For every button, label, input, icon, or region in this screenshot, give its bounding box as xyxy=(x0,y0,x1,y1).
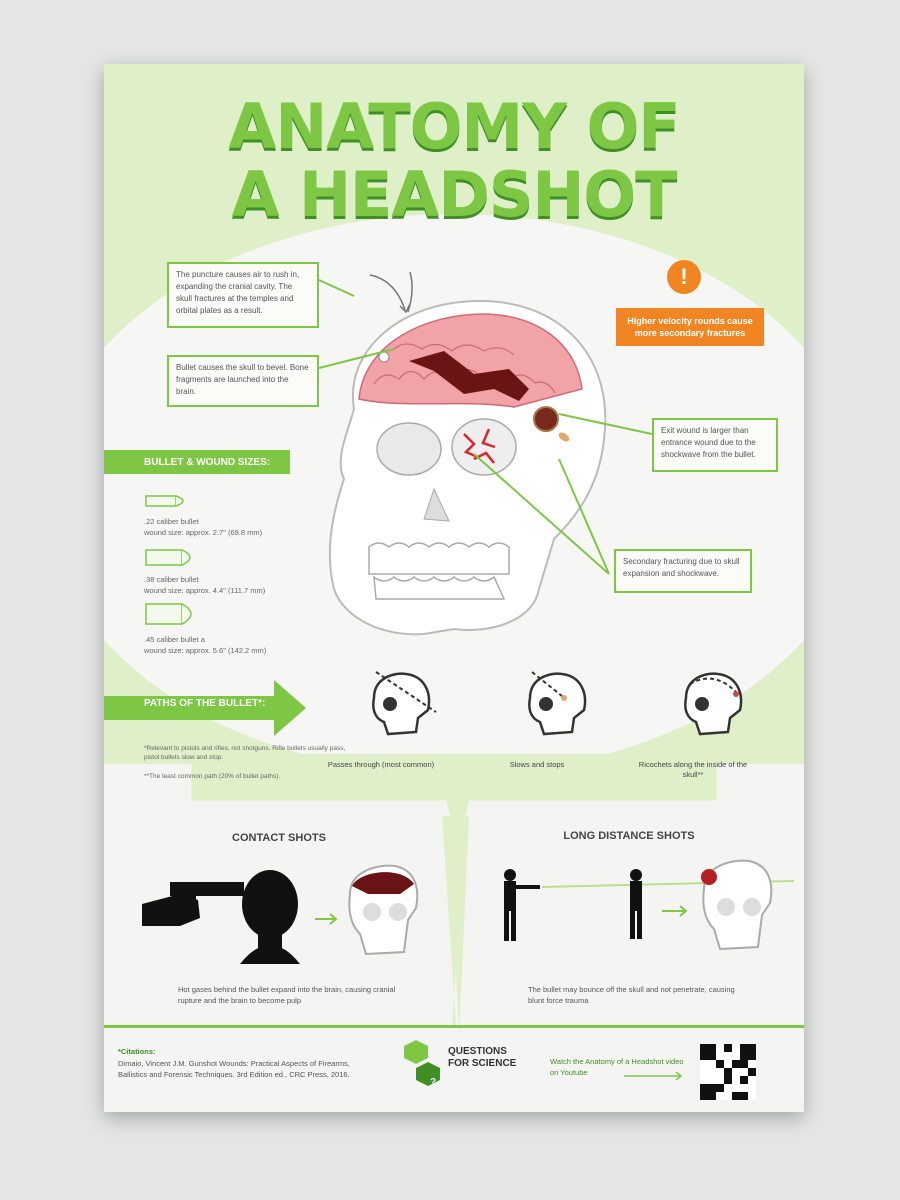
citation-text: Dimaio, Vincent J.M. Gunshot Wounds: Practical Aspects of Firearms, Ballistics and Forensic Techniques. 3rd Edition ed., CRC Press, 2016. xyxy=(118,1059,350,1079)
poster xyxy=(104,64,804,1112)
paths-heading: PATHS OF THE BULLET*: xyxy=(144,698,266,709)
callout-bevel: Bullet causes the skull to bevel. Bone fragments are launched into the brain. xyxy=(167,355,319,407)
size-45 xyxy=(144,634,266,656)
paths-note-1: *Relevant to pistols and rifles, not shotguns. Rifle bullets usually pass, pistol bullets slow and stop. xyxy=(144,745,346,761)
size-38 xyxy=(144,574,265,596)
arrow-right-icon xyxy=(662,906,686,916)
size-22-wound: wound size: approx. 2.7" (69.8 mm) xyxy=(144,528,263,537)
callout-secondary: Secondary fracturing due to skull expansion and shockwave. xyxy=(614,549,752,593)
citations-label: *Citations: xyxy=(118,1047,156,1056)
size-45-caliber: .45 caliber bullet a xyxy=(144,635,205,644)
path-label-stop: Slows and stops xyxy=(509,760,565,769)
questions-for-science-logo-icon xyxy=(404,1040,444,1086)
video-link-text[interactable]: Watch the Anatomy of a Headshot video on Youtube xyxy=(550,1057,684,1077)
logo-line-2: FOR SCIENCE xyxy=(448,1058,517,1069)
bruised-skull-icon xyxy=(701,861,771,949)
skull-ricochet-icon xyxy=(685,674,741,734)
bullet-22-icon xyxy=(146,496,183,506)
target-silhouette-icon xyxy=(630,869,642,939)
distance-illustration xyxy=(494,859,784,969)
path-label-ricochet: Ricochets along the inside of the skull** xyxy=(638,760,748,779)
path-label-pass: Passes through (most common) xyxy=(327,760,435,769)
logo-text xyxy=(448,1046,516,1070)
alert-icon: ! xyxy=(667,260,701,294)
distance-caption: The bullet may bounce off the skull and not penetrate, causing blunt force trauma xyxy=(528,985,735,1005)
bullet-38-icon xyxy=(146,550,190,565)
arrow-right-icon xyxy=(315,914,336,924)
logo-mark: ? xyxy=(430,1077,437,1088)
title-line-2: A HEADSHOT xyxy=(231,158,677,231)
skull-pass-through-icon xyxy=(373,672,436,734)
logo-line-1: QUESTIONS xyxy=(448,1046,507,1057)
shooter-silhouette-icon xyxy=(504,869,540,941)
size-22-caliber: .22 caliber bullet xyxy=(144,517,199,526)
distance-heading: LONG DISTANCE SHOTS xyxy=(563,830,695,842)
callout-puncture: The puncture causes air to rush in, expanding the cranial cavity. The skull fractures at the temples and orbital plates as a result. xyxy=(167,262,319,328)
sizes-heading: BULLET & WOUND SIZES: xyxy=(104,450,290,474)
size-38-wound: wound size: approx. 4.4" (111.7 mm) xyxy=(144,586,266,595)
contact-illustration xyxy=(140,864,420,974)
gun-hand-icon xyxy=(142,882,244,926)
alert-box: Higher velocity rounds cause more secondary fractures xyxy=(616,308,764,346)
title-line-1: ANATOMY OF xyxy=(228,90,680,163)
size-22 xyxy=(144,516,262,538)
size-45-wound: wound size: approx. 5.6" (142.2 mm) xyxy=(144,646,267,655)
ruptured-skull-icon xyxy=(349,866,417,954)
arrow-right-icon xyxy=(624,1071,684,1081)
contact-caption: Hot gases behind the bullet expand into the brain, causing cranial rupture and the brain to become pulp xyxy=(178,985,396,1005)
callout-exit: Exit wound is larger than entrance wound due to the shockwave from the bullet. xyxy=(652,418,778,472)
bullet-path-skulls xyxy=(366,668,766,748)
qr-code-icon[interactable] xyxy=(700,1044,756,1100)
footer-divider xyxy=(104,1025,804,1028)
bullet-45-icon xyxy=(146,604,191,624)
size-38-caliber: .38 caliber bullet xyxy=(144,575,199,584)
head-silhouette-icon xyxy=(240,870,300,964)
skull-stops-icon xyxy=(529,672,585,734)
contact-heading: CONTACT SHOTS xyxy=(232,832,326,844)
paths-note-2: **The least common path (20% of bullet paths). xyxy=(144,773,281,780)
